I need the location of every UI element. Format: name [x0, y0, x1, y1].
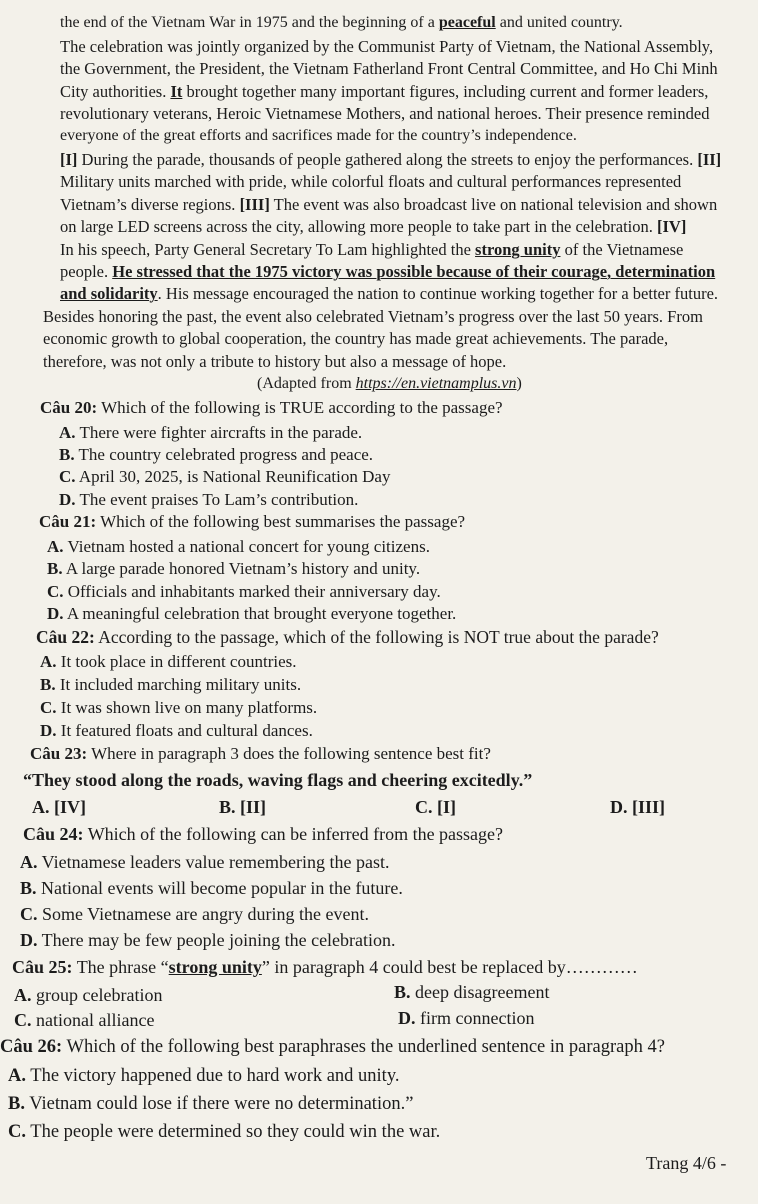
passage-line-4: City authorities. It brought together many important figures, including current and former leaders,	[60, 82, 709, 101]
q22-option-d[interactable]: D. It featured floats and cultural dances.	[40, 721, 313, 740]
q26-option-a[interactable]: A. The victory happened due to hard work and unity.	[8, 1066, 400, 1086]
passage-line-1: the end of the Vietnam War in 1975 and the beginning of a peaceful and united country.	[60, 14, 623, 31]
q26-option-b[interactable]: B. Vietnam could lose if there were no determination.”	[8, 1094, 414, 1114]
passage-line-6: everyone of the great efforts and sacrifices made for the country’s independence.	[60, 127, 577, 144]
q21-option-d[interactable]: D. A meaningful celebration that brought everyone together.	[47, 604, 457, 623]
q23-option-c[interactable]: C. [I]	[415, 797, 456, 817]
page-number: Trang 4/6 -	[646, 1153, 727, 1173]
passage-line-7: [I] During the parade, thousands of people gathered along the streets to enjoy the performances. [II]	[60, 150, 722, 169]
q23-quote: “They stood along the roads, waving flags and cheering excitedly.”	[23, 770, 533, 790]
passage-line-3: the Government, the President, the Vietnam Fatherland Front Central Committee, and Ho Chi Minh	[60, 59, 718, 78]
q21-option-a[interactable]: A. Vietnam hosted a national concert for young citizens.	[47, 537, 430, 556]
q22-option-a[interactable]: A. It took place in different countries.	[40, 652, 297, 671]
q24-option-d[interactable]: D. There may be few people joining the celebration.	[20, 930, 396, 950]
q20-option-c[interactable]: C. April 30, 2025, is National Reunification Day	[59, 467, 391, 486]
passage-line-2: The celebration was jointly organized by the Communist Party of Vietnam, the National Assembly,	[60, 37, 714, 56]
passage-line-16: therefore, was not only a tribute to history but also a message of hope.	[43, 352, 507, 371]
q20-option-b[interactable]: B. The country celebrated progress and peace.	[59, 445, 374, 464]
question-26: Câu 26: Which of the following best paraphrases the underlined sentence in paragraph 4?	[0, 1037, 665, 1057]
q23-option-d[interactable]: D. [III]	[610, 797, 666, 817]
q26-option-c[interactable]: C. The people were determined so they could win the war.	[8, 1122, 441, 1142]
q23-option-a[interactable]: A. [IV]	[32, 797, 86, 817]
passage-line-8: Military units marched with pride, while colorful floats and cultural performances represented	[60, 172, 682, 191]
source-link[interactable]: https://en.vietnamplus.vn	[355, 375, 517, 392]
q24-option-c[interactable]: C. Some Vietnamese are angry during the event.	[20, 904, 369, 924]
passage-line-15: economic growth to global cooperation, the country has made great achievements. The parade,	[43, 329, 669, 348]
q22-option-b[interactable]: B. It included marching military units.	[40, 675, 302, 694]
q25-option-d[interactable]: D. firm connection	[398, 1008, 535, 1028]
q21-option-b[interactable]: B. A large parade honored Vietnam’s history and unity.	[47, 559, 421, 578]
passage-line-12: people. He stressed that the 1975 victory was possible because of their courage, determination	[60, 262, 716, 281]
q23-option-b[interactable]: B. [II]	[219, 797, 267, 817]
q25-option-b[interactable]: B. deep disagreement	[394, 982, 550, 1002]
passage-line-9: Vietnam’s diverse regions. [III] The event was also broadcast live on national television and shown	[60, 195, 718, 214]
question-23: Câu 23: Where in paragraph 3 does the following sentence best fit?	[30, 744, 491, 763]
q24-option-a[interactable]: A. Vietnamese leaders value remembering the past.	[20, 852, 390, 872]
question-24: Câu 24: Which of the following can be inferred from the passage?	[23, 824, 504, 844]
passage-line-11: In his speech, Party General Secretary To Lam highlighted the strong unity of the Vietnamese	[60, 240, 684, 259]
q25-option-a[interactable]: A. group celebration	[14, 985, 163, 1005]
passage-source: (Adapted from https://en.vietnamplus.vn)	[257, 375, 522, 392]
passage-line-13: and solidarity. His message encouraged the nation to continue working together for a better future.	[60, 284, 719, 303]
q21-option-c[interactable]: C. Officials and inhabitants marked their anniversary day.	[47, 582, 441, 601]
passage-line-14: Besides honoring the past, the event also celebrated Vietnam’s progress over the last 50 years. From	[43, 307, 703, 326]
question-25: Câu 25: The phrase “strong unity” in paragraph 4 could best be replaced by…………	[12, 957, 638, 977]
passage-line-5: revolutionary veterans, Heroic Vietnamese Mothers, and national heroes. Their presence reminded	[60, 104, 710, 123]
q24-option-b[interactable]: B. National events will become popular in the future.	[20, 878, 403, 898]
q25-option-c[interactable]: C. national alliance	[14, 1010, 155, 1030]
q20-option-d[interactable]: D. The event praises To Lam’s contribution.	[59, 490, 359, 509]
passage-line-10: on large LED screens across the city, allowing more people to take part in the celebration. [IV]	[60, 217, 687, 236]
q22-option-c[interactable]: C. It was shown live on many platforms.	[40, 698, 318, 717]
q20-option-a[interactable]: A. There were fighter aircrafts in the parade.	[59, 423, 363, 442]
question-21: Câu 21: Which of the following best summarises the passage?	[39, 512, 466, 531]
question-20: Câu 20: Which of the following is TRUE according to the passage?	[40, 398, 503, 417]
question-22: Câu 22: According to the passage, which of the following is NOT true about the parade?	[36, 627, 659, 647]
